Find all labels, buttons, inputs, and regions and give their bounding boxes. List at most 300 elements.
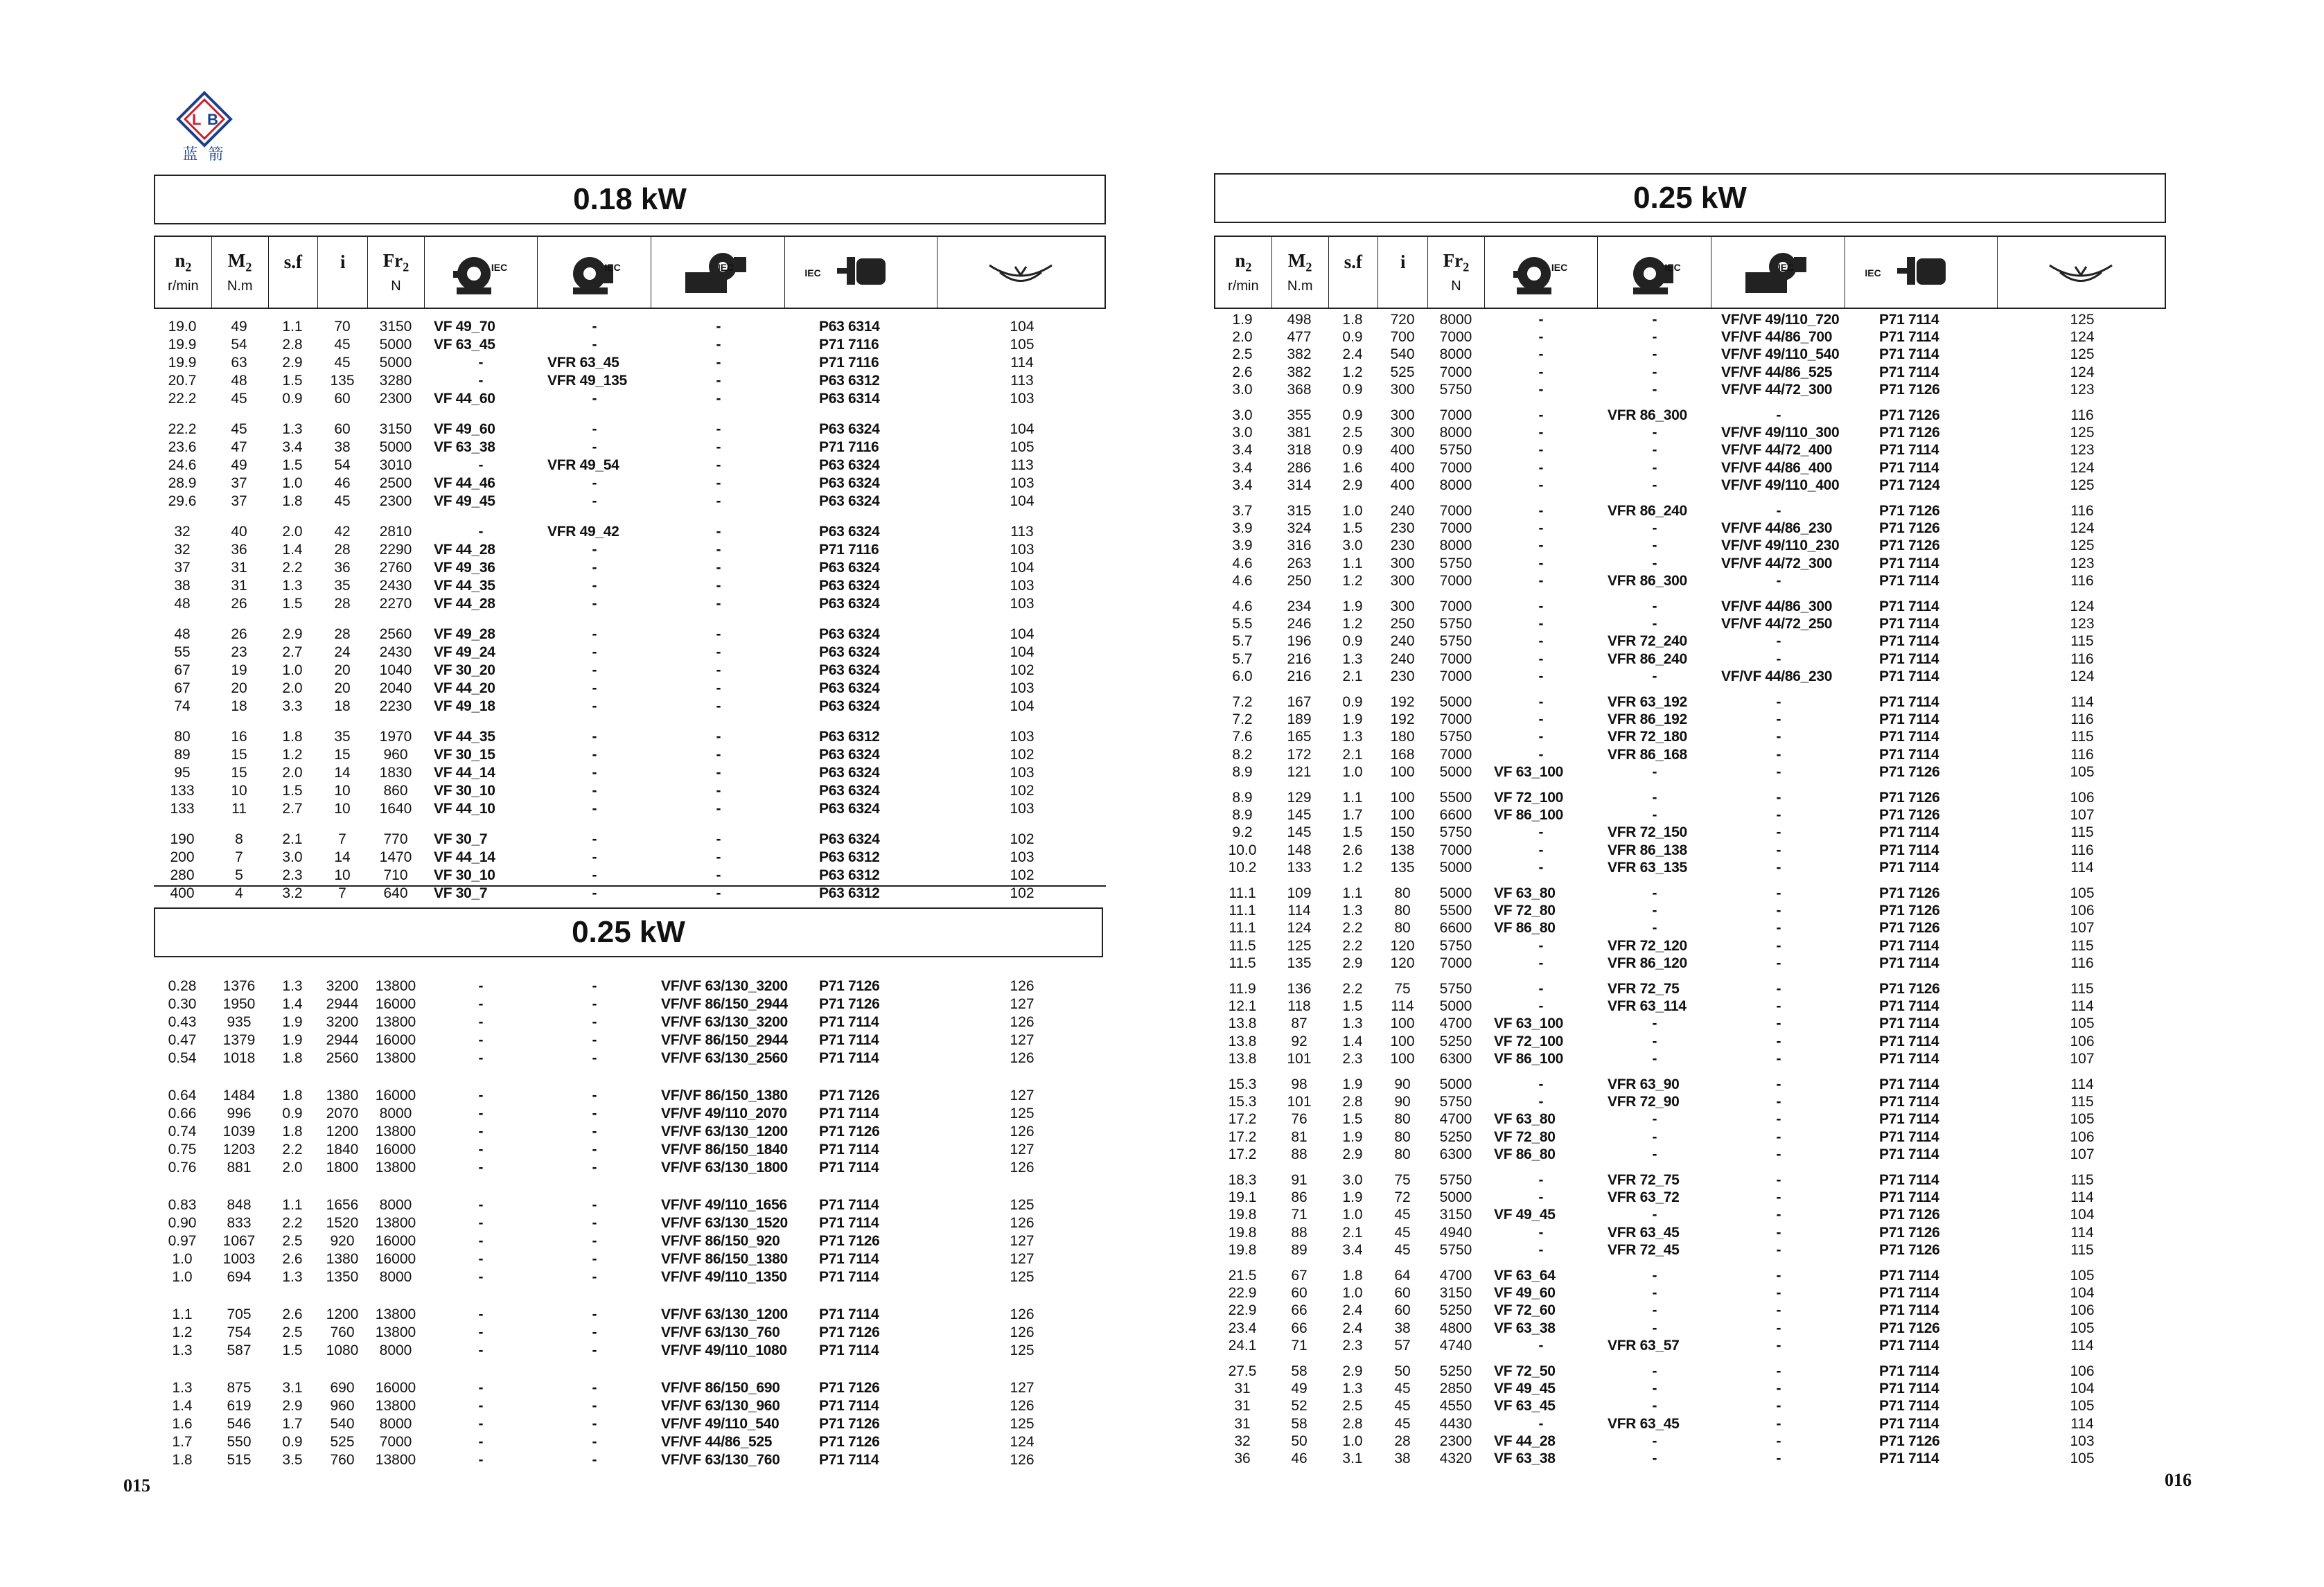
table-cell: 125 [2070, 538, 2095, 554]
table-cell: VF/VF 44/72_300 [1721, 555, 1833, 571]
table-cell: VF 49_45 [1494, 1381, 1556, 1397]
table-cell: 4700 [1439, 1268, 1472, 1284]
table-cell: 104 [2070, 1381, 2095, 1397]
table-0.18kw-rows [154, 319, 1106, 901]
table-cell: - [1776, 1433, 1781, 1449]
table-cell: 2.9 [282, 626, 303, 642]
table-cell: VF/VF 49/110_1080 [661, 1342, 787, 1358]
table-cell: - [478, 524, 484, 540]
table-cell: - [1776, 503, 1781, 519]
table-cell: 540 [1390, 346, 1415, 363]
table-cell: - [1776, 633, 1781, 650]
table-cell: P71 7114 [1879, 824, 1939, 841]
table-cell: VF 72_100 [1494, 790, 1564, 806]
table-cell: 36 [334, 560, 351, 576]
table-cell: 6.0 [1232, 668, 1253, 684]
table-row [1214, 1363, 2166, 1381]
table-cell: 1.0 [172, 1269, 193, 1285]
table-cell: VF 63_45 [434, 337, 495, 353]
table-cell: - [1538, 668, 1544, 684]
table-cell: 3.5 [282, 1452, 303, 1468]
table-row [1214, 616, 2166, 634]
table-row [154, 1088, 1106, 1106]
table-cell: 8.9 [1232, 807, 1253, 824]
table-cell: 46 [334, 475, 351, 491]
table-cell: 101 [1287, 1050, 1312, 1067]
table-cell: - [1652, 520, 1657, 537]
table-cell: VF 49_24 [434, 644, 495, 660]
table-cell: 3.4 [1232, 442, 1253, 459]
table-cell: 109 [1287, 885, 1312, 901]
table-cell: 24 [334, 644, 351, 660]
table-cell: - [1652, 790, 1657, 806]
table-cell: P71 7124 [1879, 477, 1940, 493]
table-cell: 1.8 [282, 729, 303, 745]
table-cell: 6600 [1439, 920, 1472, 937]
table-cell: - [478, 1306, 484, 1322]
table-cell: 105 [1010, 337, 1035, 353]
table-cell: - [592, 996, 597, 1012]
table-cell: 8.2 [1232, 746, 1253, 763]
table-row [154, 626, 1106, 644]
table-cell: 2.7 [282, 801, 303, 817]
table-cell: VF 63_100 [1494, 763, 1564, 780]
table-cell: 49 [1291, 1381, 1308, 1397]
table-cell: 103 [1010, 596, 1035, 612]
table-cell: - [716, 885, 721, 901]
table-cell: - [716, 729, 721, 745]
table-cell: P63 6324 [819, 680, 880, 696]
table-cell: 2.3 [1342, 1050, 1363, 1067]
table-cell: 0.54 [168, 1050, 197, 1066]
table-cell: 58 [1291, 1363, 1308, 1379]
table-cell: VF 49_60 [1494, 1285, 1556, 1302]
table-cell: 115 [2070, 729, 2094, 745]
table-row [1214, 1225, 2166, 1243]
table-cell: 7000 [1439, 364, 1472, 380]
table-cell: VF/VF 63/130_760 [661, 1324, 780, 1340]
table-cell: P71 7114 [1879, 312, 1939, 328]
table-cell: 4740 [1439, 1337, 1472, 1354]
table-cell: 316 [1287, 538, 1312, 554]
table-cell: 250 [1287, 572, 1312, 589]
table-cell: - [1538, 1094, 1544, 1110]
table-cell: - [716, 355, 721, 371]
table-cell: - [1652, 1320, 1657, 1336]
table-cell: 105 [1010, 439, 1035, 455]
table-cell: - [716, 849, 721, 865]
table-cell: 7 [338, 831, 346, 847]
table-cell: 19.8 [1228, 1224, 1257, 1241]
table-cell: 67 [1291, 1268, 1308, 1284]
table-cell: P71 7114 [1879, 346, 1939, 363]
table-row [1214, 1338, 2166, 1356]
table-cell: P71 7114 [1879, 650, 1939, 667]
table-cell: 11.1 [1229, 885, 1256, 901]
table-cell: 0.9 [1342, 442, 1363, 459]
table-cell: 5000 [1439, 998, 1472, 1015]
table-cell: 1.1 [282, 319, 303, 335]
table-row [1214, 764, 2166, 782]
table-cell: P71 7114 [819, 1342, 879, 1358]
table-cell: 133 [170, 801, 195, 817]
table-cell: 148 [1287, 842, 1312, 858]
table-cell: 100 [1390, 790, 1415, 806]
table-cell: P71 7114 [1879, 1415, 1939, 1432]
table-cell: 1.3 [282, 421, 303, 437]
table-cell: - [478, 373, 484, 389]
table-cell: 3.0 [1232, 407, 1253, 423]
table-cell: P71 7114 [1879, 998, 1939, 1015]
table-cell: - [1776, 694, 1781, 710]
table-cell: 19.9 [168, 337, 197, 353]
table-cell: 24.6 [168, 457, 197, 473]
table-cell: 2.0 [282, 765, 303, 781]
left-title-0.18kw: 0.18 kW [154, 175, 1106, 224]
iec-label: IEC [1664, 262, 1681, 273]
table-cell: - [592, 391, 597, 407]
table-cell: - [1538, 616, 1544, 632]
table-cell: 1830 [379, 765, 412, 781]
table-cell: - [1776, 1224, 1781, 1241]
table-cell: 40 [231, 524, 247, 540]
table-cell: 127 [1010, 1380, 1035, 1396]
table-row [1214, 1016, 2166, 1034]
table-cell: VF/VF 44/86_230 [1721, 520, 1833, 537]
table-cell: 104 [1010, 421, 1035, 437]
table-cell: 13.8 [1228, 1033, 1257, 1049]
table-cell: 300 [1390, 572, 1415, 589]
table-cell: 67 [174, 662, 191, 678]
table-cell: 515 [227, 1452, 252, 1468]
header-n2: $n_2$ r/min [155, 237, 212, 308]
table-cell: - [592, 765, 597, 781]
table-cell: P63 6324 [819, 662, 880, 678]
table-cell: 127 [1010, 1088, 1035, 1103]
table-cell: - [1652, 616, 1657, 632]
table-cell: P71 7114 [1879, 859, 1939, 876]
table-cell: - [592, 596, 597, 612]
table-cell: - [1538, 981, 1544, 997]
table-cell: 104 [1010, 319, 1035, 335]
table-cell: VFR 86_168 [1608, 746, 1687, 763]
table-cell: 106 [2070, 1128, 2095, 1145]
table-cell: - [1776, 1320, 1781, 1336]
table-cell: VF 44_46 [434, 475, 495, 491]
table-cell: 13800 [375, 1324, 416, 1340]
table-cell: VF/VF 49/110_720 [1721, 312, 1840, 328]
table-cell: 15.3 [1228, 1094, 1257, 1110]
table-cell: 1640 [379, 801, 412, 817]
table-cell: 38 [334, 439, 351, 455]
table-row [154, 1324, 1106, 1342]
table-cell: VF/VF 63/130_960 [661, 1398, 780, 1414]
table-cell: 1970 [379, 729, 412, 745]
table-cell: - [1538, 1172, 1544, 1188]
table-cell: 1200 [326, 1306, 359, 1322]
table-cell: 2.6 [282, 1306, 303, 1322]
table-cell: 57 [1394, 1337, 1411, 1354]
table-cell: 2.8 [1342, 1094, 1363, 1110]
table-cell: 103 [1010, 729, 1035, 745]
table-cell: 3.9 [1232, 538, 1253, 554]
table-cell: P71 7114 [819, 1050, 879, 1066]
table-cell: 116 [2070, 746, 2094, 763]
table-cell: P71 7116 [819, 355, 879, 371]
table-cell: 498 [1287, 312, 1312, 328]
table-cell: - [1538, 407, 1544, 423]
table-cell: 116 [2070, 650, 2094, 667]
table-header-left [154, 236, 1106, 309]
table-cell: 125 [1010, 1106, 1035, 1121]
table-cell: 1.0 [1342, 503, 1363, 519]
table-cell: 1.9 [1232, 312, 1253, 328]
table-cell: - [1538, 937, 1544, 954]
table-cell: 2.2 [282, 560, 303, 576]
table-cell: 104 [1010, 560, 1035, 576]
table-cell: 105 [2070, 1320, 2095, 1336]
table-cell: 10 [231, 783, 247, 799]
table-cell: - [1776, 1337, 1781, 1354]
table-cell: 100 [1390, 1050, 1415, 1067]
table-cell: 124 [2070, 520, 2095, 537]
table-cell: VFR 63_45 [547, 355, 619, 371]
table-cell: 114 [2070, 1189, 2094, 1206]
table-cell: 3150 [1439, 1285, 1472, 1302]
table-row [154, 801, 1106, 819]
table-cell: - [478, 1014, 484, 1030]
table-cell: - [592, 1251, 597, 1267]
table-cell: P63 6312 [819, 867, 880, 883]
table-cell: 7000 [1439, 711, 1472, 728]
table-cell: 100 [1390, 763, 1415, 780]
table-cell: 167 [1287, 694, 1312, 710]
table-cell: - [478, 1142, 484, 1158]
table-cell: - [592, 680, 597, 696]
header-m2: $M_2$ N.m [212, 237, 269, 308]
table-cell: 16000 [375, 1088, 416, 1103]
table-cell: 1.0 [1342, 763, 1363, 780]
table-cell: 1.5 [282, 596, 303, 612]
table-cell: 1.8 [1342, 312, 1363, 328]
table-cell: 118 [1287, 998, 1311, 1015]
table-cell: P63 6324 [819, 765, 880, 781]
table-cell: 0.9 [282, 1106, 303, 1121]
table-cell: 550 [227, 1434, 252, 1450]
table-cell: 2760 [379, 560, 412, 576]
table-cell: VF/VF 63/130_3200 [661, 1014, 788, 1030]
table-row [154, 1197, 1106, 1215]
table-row [154, 644, 1106, 662]
table-cell: 0.74 [168, 1124, 197, 1140]
table-cell: 60 [334, 421, 351, 437]
table-cell: 1.7 [1342, 807, 1363, 824]
table-cell: 115 [2070, 633, 2094, 650]
table-cell: 38 [1394, 1451, 1411, 1466]
table-cell: 5.7 [1232, 650, 1253, 667]
table-cell: - [592, 1306, 597, 1322]
table-cell: - [1652, 1111, 1657, 1128]
table-cell: 88 [1291, 1224, 1308, 1241]
table-cell: 1.0 [1342, 1433, 1363, 1449]
table-cell: 875 [227, 1380, 252, 1396]
table-cell: 2944 [326, 996, 359, 1012]
table-cell: 7000 [1439, 668, 1472, 684]
table-cell: - [592, 1269, 597, 1285]
table-cell: P71 7116 [819, 337, 879, 353]
table-header-right [1214, 236, 2166, 309]
table-cell: - [1652, 1016, 1657, 1032]
table-cell: VFR 86_240 [1608, 650, 1687, 667]
table-cell: VF 30_7 [434, 831, 488, 847]
table-cell: 95 [174, 765, 191, 781]
table-cell: - [478, 355, 484, 371]
table-cell: 1.9 [282, 1014, 303, 1030]
table-cell: - [1652, 763, 1657, 780]
table-cell: 90 [1394, 1094, 1411, 1110]
table-cell: VF 63_38 [1494, 1320, 1556, 1336]
table-cell: 2.0 [282, 680, 303, 696]
table-cell: - [716, 644, 721, 660]
table-cell: - [1652, 329, 1657, 346]
table-cell: 60 [334, 391, 351, 407]
table-row [154, 1342, 1106, 1360]
table-cell: VF 63_80 [1494, 885, 1556, 901]
table-cell: P71 7126 [1879, 381, 1940, 398]
table-cell: - [1776, 937, 1781, 954]
table-cell: 230 [1390, 668, 1415, 684]
table-cell: VF 30_10 [434, 867, 495, 883]
table-cell: 49 [231, 319, 247, 335]
table-cell: 8000 [379, 1106, 412, 1121]
table-row [154, 1416, 1106, 1434]
table-cell: 29.6 [168, 493, 197, 509]
table-row [154, 1014, 1106, 1032]
table-cell: - [1776, 1128, 1781, 1145]
table-cell: 2560 [326, 1050, 359, 1066]
table-cell: VF/VF 86/150_1380 [661, 1251, 788, 1267]
table-cell: 114 [1010, 355, 1034, 371]
table-cell: 324 [1287, 520, 1312, 537]
table-cell: P71 7114 [1879, 746, 1939, 763]
table-cell: 1039 [222, 1124, 256, 1140]
table-cell: VF 63_45 [1494, 1398, 1556, 1415]
table-cell: 103 [1010, 765, 1035, 781]
table-cell: VF 49_60 [434, 421, 495, 437]
table-row [154, 596, 1106, 614]
table-cell: - [1776, 842, 1781, 858]
table-cell: - [1776, 572, 1781, 589]
table-cell: VFR 86_300 [1608, 407, 1687, 423]
table-cell: VF/VF 44/86_525 [661, 1434, 773, 1450]
table-cell: 2.5 [282, 1324, 303, 1340]
table-cell: 55 [174, 644, 191, 660]
table-cell: 300 [1390, 381, 1415, 398]
table-cell: - [1776, 955, 1781, 971]
table-cell: 45 [334, 493, 351, 509]
table-cell: 71 [1291, 1207, 1308, 1223]
table-cell: 22.9 [1228, 1285, 1257, 1302]
table-cell: - [1538, 459, 1544, 476]
right-title-0.25kw: 0.25 kW [1214, 173, 2166, 223]
table-cell: - [1538, 312, 1544, 328]
table-cell: 70 [334, 319, 351, 335]
table-cell: 13800 [375, 1050, 416, 1066]
table-cell: - [1652, 477, 1657, 493]
table-row [1214, 1207, 2166, 1225]
table-cell: 123 [2070, 381, 2095, 398]
table-cell: 2.6 [282, 1251, 303, 1267]
table-cell: 7000 [1439, 459, 1472, 476]
table-cell: 5500 [1439, 790, 1472, 806]
table-cell: - [1538, 503, 1544, 519]
table-cell: 200 [170, 849, 195, 865]
table-cell: P71 7116 [819, 542, 879, 558]
table-cell: - [478, 1324, 484, 1340]
table-cell: 28 [334, 596, 351, 612]
table-cell: P71 7114 [819, 1014, 879, 1030]
table-cell: VFR 86_192 [1608, 711, 1687, 728]
table-cell: P71 7114 [1879, 329, 1939, 346]
table-cell: 7 [338, 885, 346, 901]
table-cell: - [592, 849, 597, 865]
table-row [1214, 790, 2166, 808]
table-cell: 121 [1287, 763, 1312, 780]
table-cell: - [1652, 1451, 1657, 1466]
table-cell: 2.2 [282, 1142, 303, 1158]
table-cell: VF 44_14 [434, 849, 495, 865]
table-cell: 8000 [379, 1269, 412, 1285]
table-cell: 833 [227, 1215, 252, 1231]
table-cell: 318 [1287, 442, 1312, 459]
table-cell: VF 30_10 [434, 783, 495, 799]
table-cell: 5250 [1439, 1363, 1472, 1379]
header-double-worm-gearbox-icon [1711, 237, 1845, 308]
table-row [154, 391, 1106, 409]
table-cell: P63 6324 [819, 421, 880, 437]
table-cell: 80 [1394, 1146, 1411, 1162]
table-cell: 7000 [1439, 650, 1472, 667]
table-cell: - [1538, 1076, 1544, 1092]
table-cell: 80 [1394, 1128, 1411, 1145]
table-cell: - [1538, 955, 1544, 971]
table-cell: 2.9 [1342, 955, 1363, 971]
table-cell: 3.0 [1342, 538, 1363, 554]
table-cell: 102 [1010, 747, 1035, 763]
table-cell: 60 [1291, 1285, 1308, 1302]
table-cell: - [592, 1452, 597, 1468]
table-cell: 8000 [1439, 477, 1472, 493]
table-cell: 8.9 [1232, 790, 1253, 806]
table-cell: 10 [334, 867, 351, 883]
table-cell: - [716, 626, 721, 642]
table-row [1214, 807, 2166, 825]
table-row [1214, 860, 2166, 878]
table-cell: 1203 [222, 1142, 256, 1158]
table-cell: 720 [1390, 312, 1415, 328]
table-cell: 1.3 [1342, 903, 1363, 919]
table-cell: 2944 [326, 1032, 359, 1048]
table-cell: 19.9 [168, 355, 197, 371]
table-cell: 1.5 [282, 373, 303, 389]
table-row [1214, 711, 2166, 729]
table-cell: - [478, 1088, 484, 1103]
table-cell: P71 7114 [1879, 711, 1939, 728]
table-cell: P71 7114 [1879, 1285, 1939, 1302]
table-cell: 150 [1390, 824, 1415, 841]
table-cell: - [1652, 1381, 1657, 1397]
table-cell: P71 7126 [819, 1233, 880, 1249]
